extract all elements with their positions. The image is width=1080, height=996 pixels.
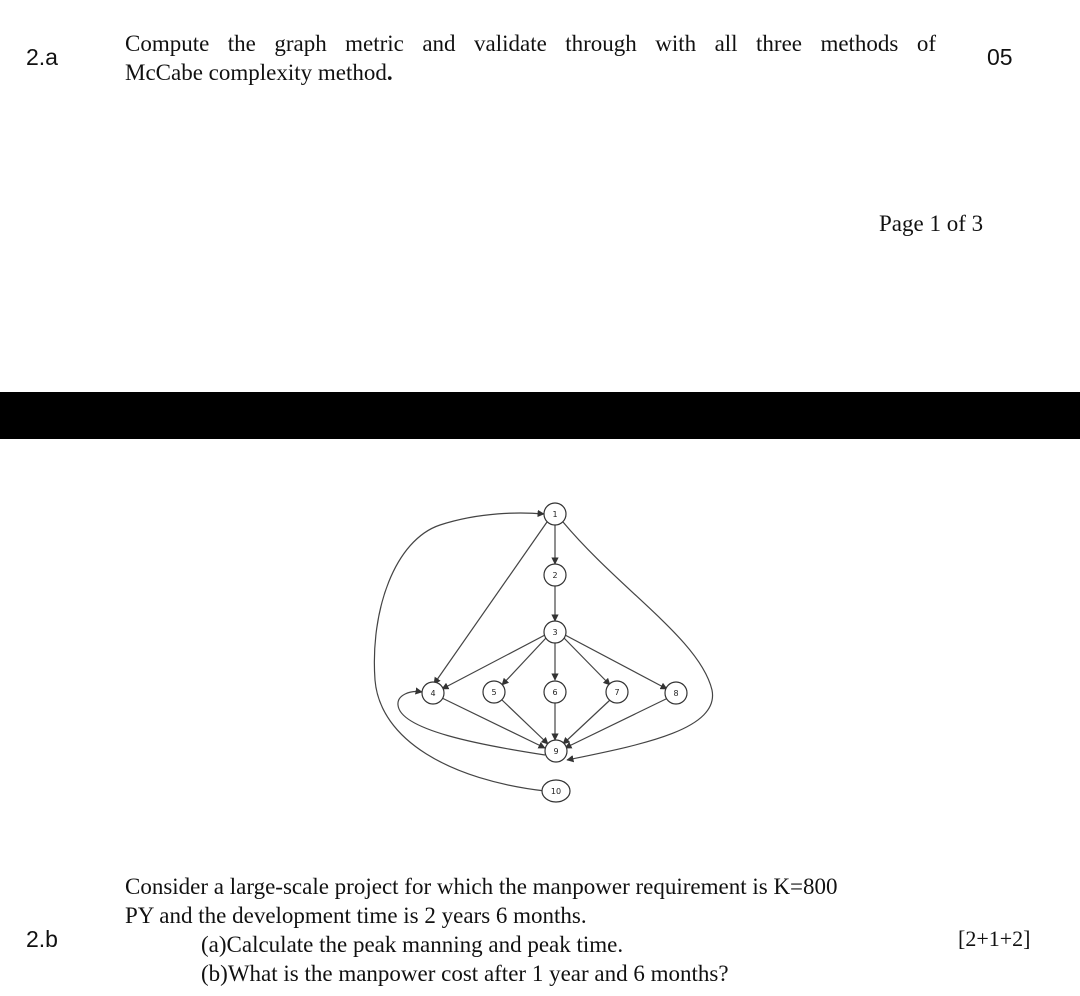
question-2a-text-line1: Compute the graph metric and validate through with all three methods of [125, 31, 936, 56]
question-2b-part-b: (b)What is the manpower cost after 1 year and 6 months? [201, 961, 729, 986]
graph-node-4-label: 4 [430, 689, 436, 698]
edge-9-4 [398, 692, 545, 755]
edge-1-8 [563, 522, 713, 760]
question-number-2b: 2.b [26, 926, 58, 952]
question-2b-text-line2: PY and the development time is 2 years 6 months. [125, 903, 587, 928]
question-2a-text-line2-end: . [386, 60, 393, 85]
edge-3-7 [564, 638, 610, 685]
graph-node-8-label: 8 [673, 689, 679, 698]
graph-node-6-label: 6 [552, 688, 558, 697]
edge-3-5 [502, 638, 546, 685]
control-flow-graph [370, 498, 720, 810]
question-2a-text-line2-main: McCabe complexity method [125, 60, 387, 85]
graph-node-10-label: 10 [550, 787, 562, 796]
question-number-2a: 2.a [26, 44, 58, 70]
graph-node-7-label: 7 [614, 688, 620, 697]
edge-1-4 [434, 522, 547, 684]
question-2a-text-line2 [125, 58, 393, 87]
question-2b-text-line1: Consider a large-scale project for which the manpower requirement is K=800 [125, 874, 838, 899]
question-2b-marks: [2+1+2] [958, 926, 1031, 951]
edge-4-9 [442, 698, 545, 748]
page-footer: Page 1 of 3 [879, 211, 984, 236]
question-2b-part-a: (a)Calculate the peak manning and peak time. [201, 932, 624, 957]
graph-node-1-label: 1 [552, 510, 558, 519]
graph-node-9-label: 9 [553, 747, 559, 756]
edge-5-9 [502, 700, 548, 744]
edge-10-1 [374, 513, 545, 791]
graph-node-3-label: 3 [552, 628, 558, 637]
graph-node-5-label: 5 [491, 688, 497, 697]
question-2a-marks: 05 [987, 44, 1013, 70]
graph-node-2-label: 2 [552, 571, 558, 580]
redaction-bar [0, 392, 1080, 439]
